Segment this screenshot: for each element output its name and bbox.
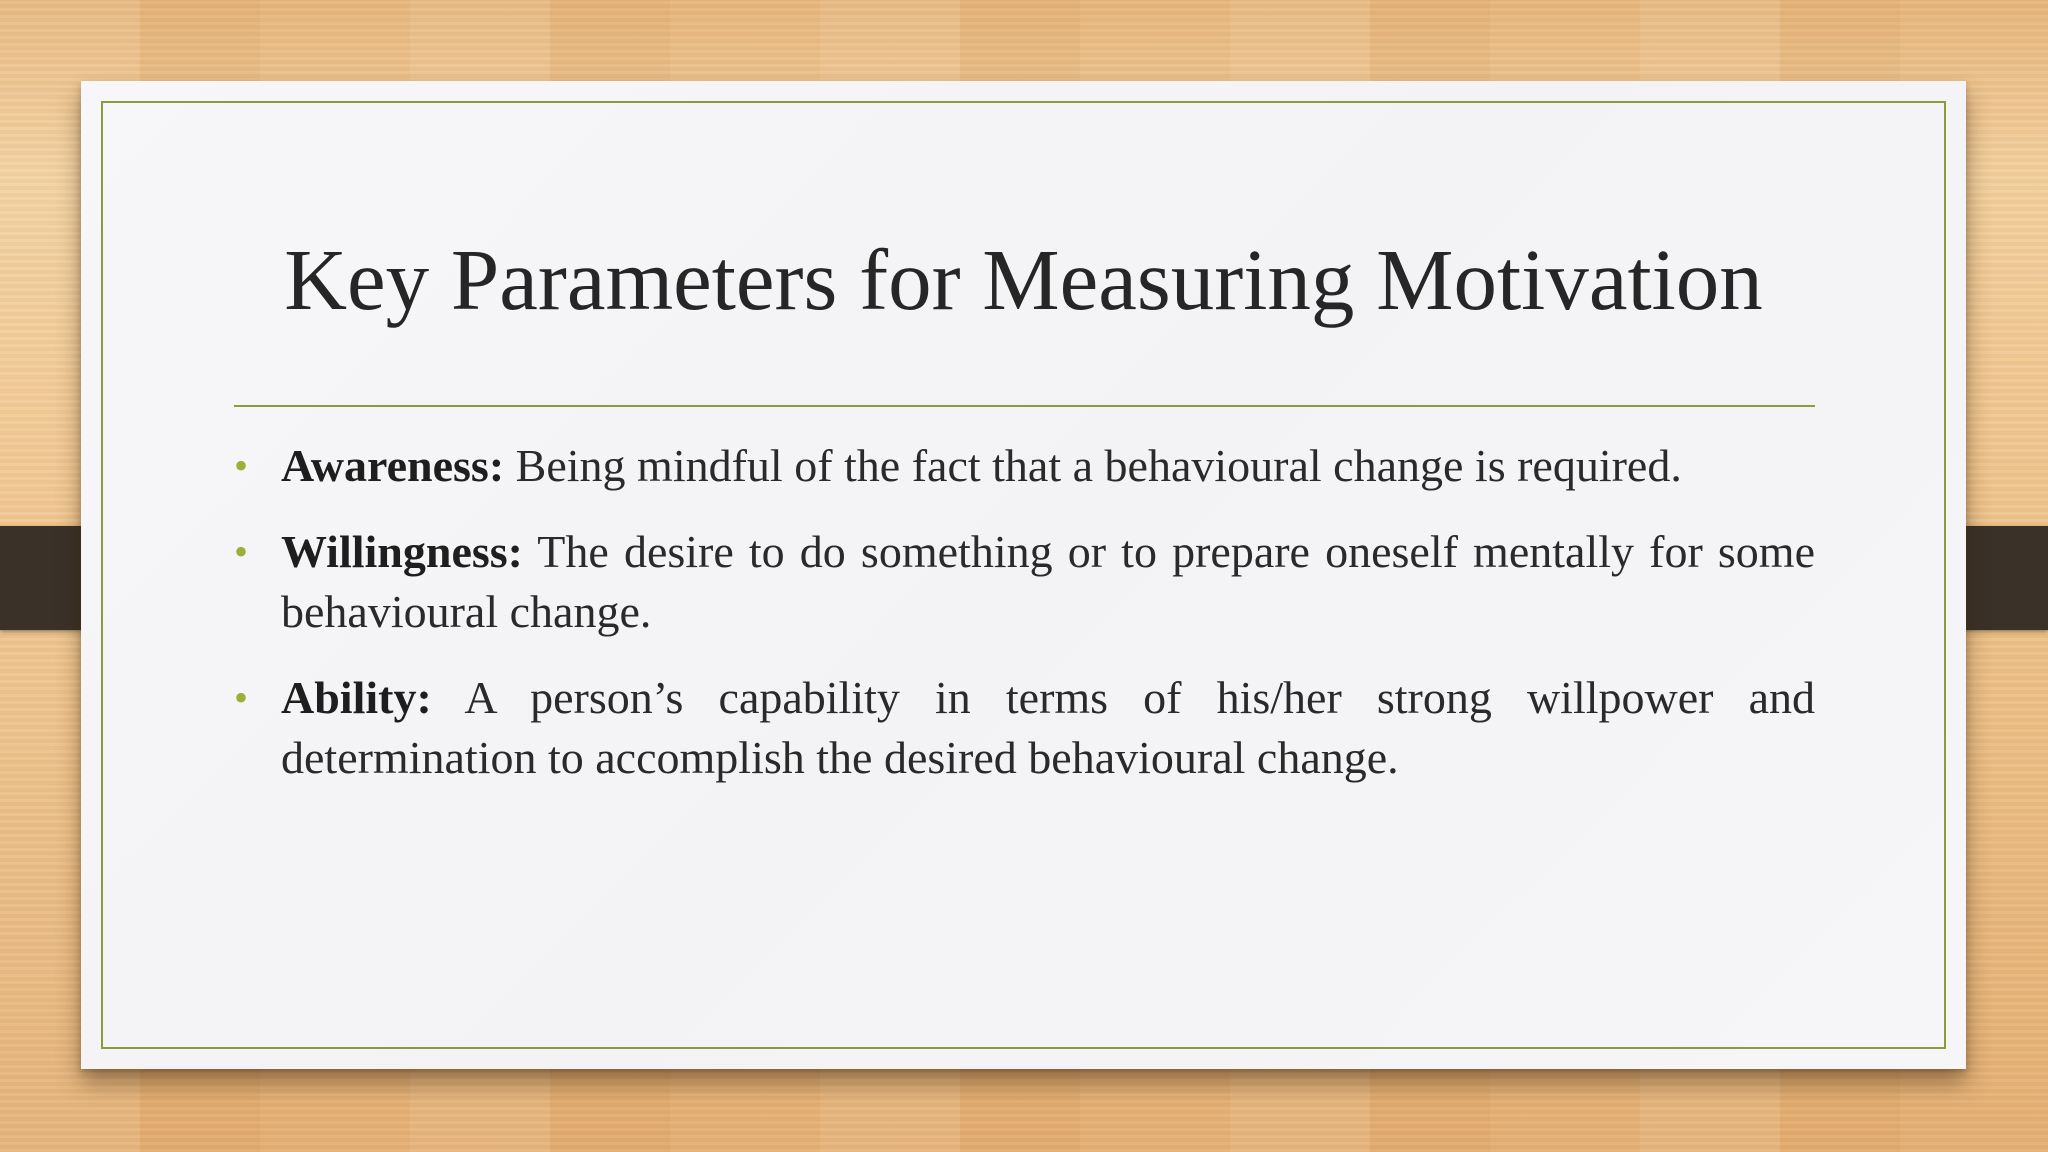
bullet-item-awareness: [234, 436, 1815, 496]
bullet-dot-icon: •: [234, 529, 249, 574]
title-divider: [234, 405, 1815, 407]
bullet-text: The desire to do something or to prepare oneself mentally for some behavioural change.: [281, 526, 1815, 637]
slide-title: Key Parameters for Measuring Motivation: [284, 231, 1763, 328]
bullet-item-ability: [234, 668, 1815, 788]
bullet-text: Being mindful of the fact that a behavioural change is required.: [504, 440, 1682, 491]
bullet-dot-icon: •: [234, 675, 249, 720]
bullet-text: A person’s capability in terms of his/her strong willpower and determination to accomplish the desired behavioural change.: [281, 672, 1815, 783]
bullet-list: [234, 436, 1815, 814]
bullet-dot-icon: •: [234, 443, 249, 488]
bullet-item-willingness: [234, 522, 1815, 642]
bullet-term: Awareness:: [281, 440, 505, 491]
bullet-term: Ability:: [281, 672, 432, 723]
bullet-term: Willingness:: [281, 526, 523, 577]
